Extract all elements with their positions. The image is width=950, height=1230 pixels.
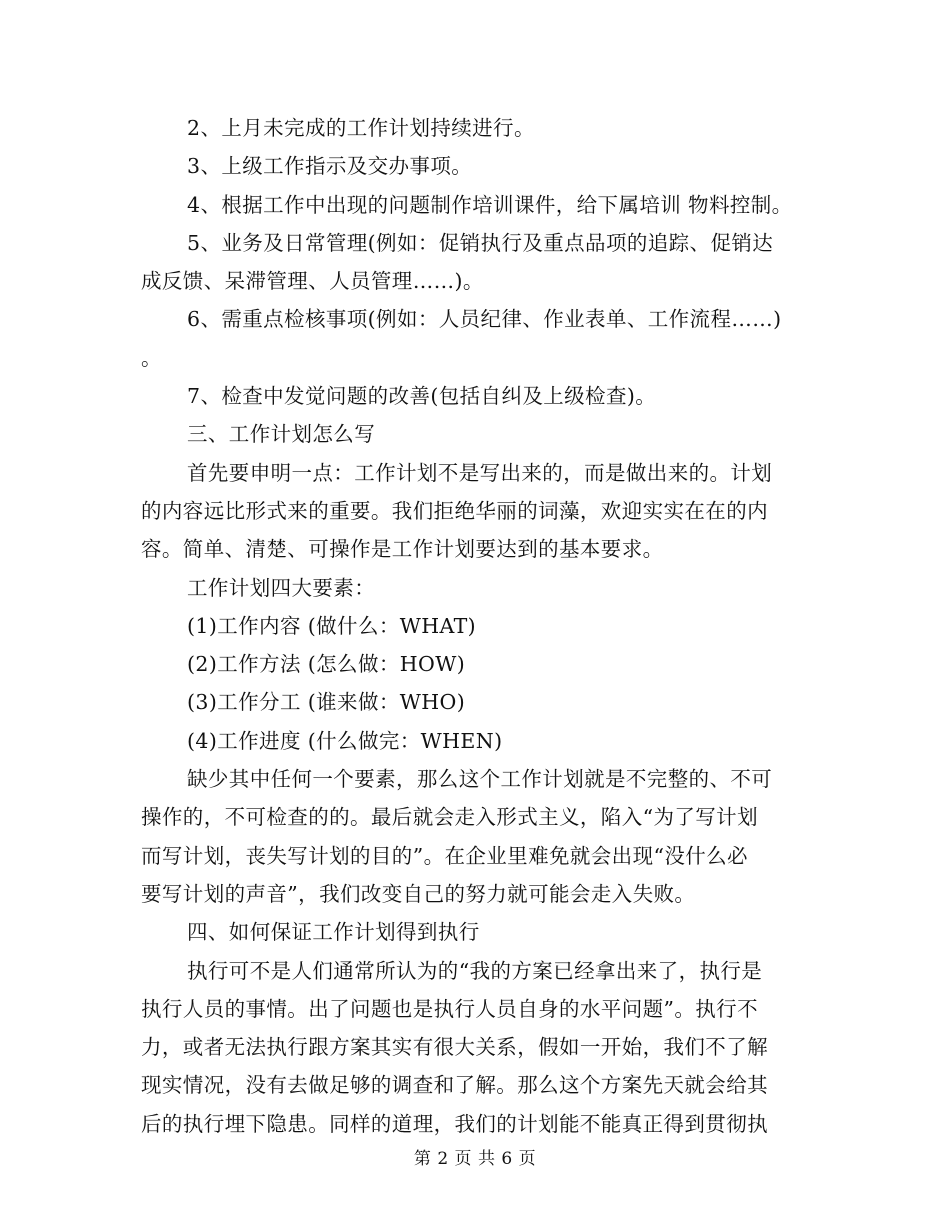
text-line: 4、根据工作中出现的问题制作培训课件，给下属培训 物料控制。: [187, 192, 793, 217]
text-line: 执行人员的事情。出了问题也是执行人员自身的水平问题”。执行不: [141, 996, 758, 1021]
text-line: 而写计划，丧失写计划的目的”。在企业里难免就会出现“没什么必: [141, 843, 748, 868]
list-item: (2)工作方法 (怎么做：HOW): [187, 652, 466, 677]
text-line: 5、业务及日常管理(例如：促销执行及重点品项的追踪、促销达: [187, 230, 774, 255]
page-footer: 第 2 页 共 6 页: [413, 1149, 537, 1169]
section-heading: 四、如何保证工作计划得到执行: [187, 920, 480, 945]
text-line: 。: [141, 345, 162, 370]
text-line: 工作计划四大要素：: [187, 575, 376, 600]
text-line: 容。简单、清楚、可操作是工作计划要达到的基本要求。: [141, 537, 664, 562]
body-text: [141, 109, 821, 1143]
list-item: (3)工作分工 (谁来做：WHO): [187, 690, 466, 715]
text-line: 现实情况，没有去做足够的调查和了解。那么这个方案先天就会给其: [141, 1073, 768, 1098]
text-line: 3、上级工作指示及交办事项。: [187, 154, 473, 179]
text-line: 的内容远比形式来的重要。我们拒绝华丽的词藻，欢迎实实在在的内: [141, 498, 768, 523]
text-line: 后的执行埋下隐患。同样的道理，我们的计划能不能真正得到贯彻执: [141, 1111, 768, 1136]
text-line: 成反馈、呆滞管理、人员管理……)。: [141, 269, 484, 294]
list-item: (1)工作内容 (做什么：WHAT): [187, 613, 477, 638]
text-line: 执行可不是人们通常所认为的“我的方案已经拿出来了，执行是: [187, 958, 763, 983]
text-line: 操作的，不可检查的的。最后就会走入形式主义，陷入“为了写计划: [141, 805, 758, 830]
text-line: 首先要申明一点：工作计划不是写出来的，而是做出来的。计划: [187, 460, 773, 485]
section-heading: 三、工作计划怎么写: [187, 422, 376, 447]
text-line: 6、需重点检核事项(例如：人员纪律、作业表单、工作流程……): [187, 307, 782, 332]
text-line: 7、检查中发觉问题的改善(包括自纠及上级检查)。: [187, 384, 657, 409]
text-line: 缺少其中任何一个要素，那么这个工作计划就是不完整的、不可: [187, 767, 773, 792]
text-line: 2、上月未完成的工作计划持续进行。: [187, 116, 535, 140]
text-line: 要写计划的声音”，我们改变自己的努力就可能会走入失败。: [141, 881, 696, 906]
text-line: 力，或者无法执行跟方案其实有很大关系，假如一开始，我们不了解: [141, 1035, 768, 1060]
list-item: (4)工作进度 (什么做完：WHEN): [187, 728, 503, 753]
